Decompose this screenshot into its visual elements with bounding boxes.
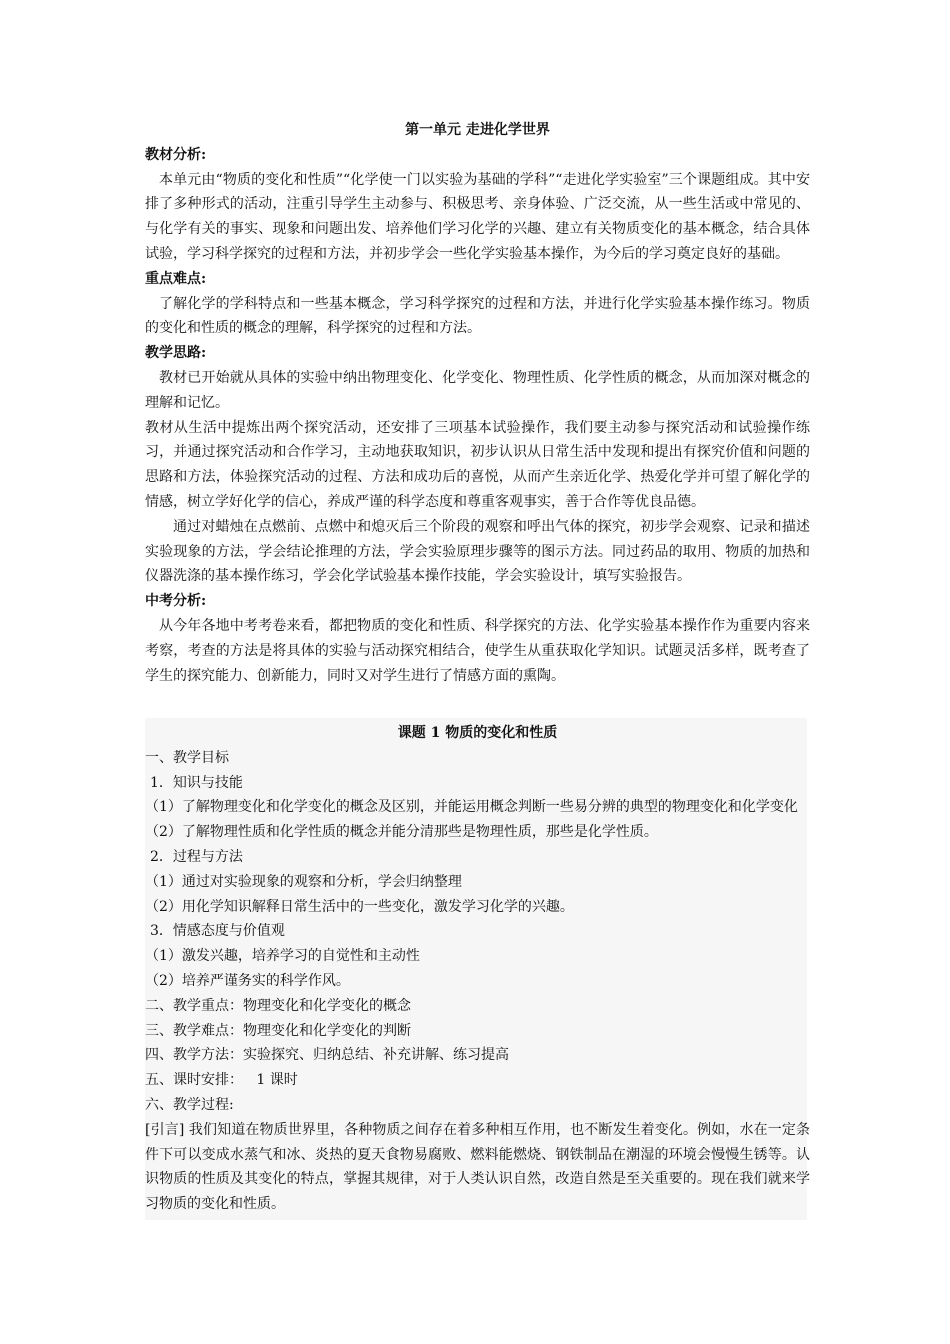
lesson-title: 课题 1 物质的变化和性质	[397, 725, 558, 741]
lesson-line: （1）激发兴趣，培养学习的自觉性和主动性	[145, 948, 420, 965]
section-heading-exam-analysis: 中考分析:	[145, 593, 207, 610]
section-heading-teaching-approach: 教学思路:	[145, 345, 207, 362]
lesson-line: 四、教学方法：实验探究、归纳总结、补充讲解、练习提高	[145, 1047, 509, 1064]
key-points-paragraph: 了解化学的学科特点和一些基本概念，学习科学探究的过程和方法，并进行化学实验基本操作练习。物质的变化和性质的概念的理解，科学探究的过程和方法。	[145, 295, 810, 337]
lesson-line: 3．情感态度与价值观	[150, 923, 285, 940]
unit-overview	[145, 118, 810, 688]
unit-title: 第一单元 走进化学世界	[405, 122, 550, 138]
section-heading-key-points: 重点难点:	[145, 270, 207, 287]
exam-analysis-paragraph: 从今年各地中考考卷来看，都把物质的变化和性质、科学探究的方法、化学实验基本操作作为重要内容来考察，考查的方法是将具体的实验与活动探究相结合，使学生从重获取化学知识。试题灵活多样，既考查了学生的探究能力、创新能力，同时又对学生进行了情感方面的熏陶。	[145, 617, 810, 684]
lesson-line: 五、课时安排： 1 课时	[145, 1072, 298, 1089]
lesson-line: 二、教学重点：物理变化和化学变化的概念	[145, 997, 411, 1014]
lesson-line: （2）用化学知识解释日常生活中的一些变化，激发学习化学的兴趣。	[145, 898, 574, 915]
section-heading-analysis: 教材分析:	[145, 146, 207, 163]
analysis-paragraph: 本单元由“物质的变化和性质”“化学使一门以实验为基础的学科”“走进化学实验室”三个课题组成。其中安排了多种形式的活动，注重引导学生主动参与、积极思考、亲身体验、广泛交流，从一些生活或中常见的、与化学有关的事实、现象和问题出发、培养他们学习化学的兴趣、建立有关物质变化的基本概念，结合具体试验，学习科学探究的过程和方法，并初步学会一些化学实验基本操作，为今后的学习奠定良好的基础。	[145, 171, 810, 262]
lesson-line: 三、教学难点：物理变化和化学变化的判断	[145, 1022, 411, 1039]
teaching-approach-paragraph-1: 教材已开始就从具体的实验中纳出物理变化、化学变化、物理性质、化学性质的概念，从而加深对概念的理解和记忆。	[145, 369, 810, 411]
lesson-line: 2．过程与方法	[150, 848, 243, 865]
lesson-intro-paragraph: [引言] 我们知道在物质世界里，各种物质之间存在着多种相互作用，也不断发生着变化。例如，水在一定条件下可以变成水蒸气和冰、炎热的夏天食物易腐败、燃料能燃烧、钢铁制品在潮湿的环境会慢慢生锈等。认识物质的性质及其变化的特点，掌握其规律，对于人类认识自然，改造自然是至关重要的。现在我们就来学习物质的变化和性质。	[145, 1121, 810, 1213]
lesson-line: （2）了解物理性质和化学性质的概念并能分清那些是物理性质，那些是化学性质。	[145, 824, 658, 841]
lesson-line: （1）通过对实验现象的观察和分析，学会归纳整理	[145, 873, 462, 890]
lesson-line: 1．知识与技能	[150, 774, 243, 791]
lesson-line: （1）了解物理变化和化学变化的概念及区别，并能运用概念判断一些易分辨的典型的物理变化和化学变化	[145, 799, 798, 816]
lesson-line: （2）培养严谨务实的科学作风。	[145, 972, 350, 989]
lesson-line: 六、教学过程:	[145, 1096, 234, 1113]
lesson-line: 一、教学目标	[145, 749, 229, 766]
teaching-approach-paragraph-2: 教材从生活中提炼出两个探究活动，还安排了三项基本试验操作，我们要主动参与探究活动和试验操作练习，并通过探究活动和合作学习，主动地获取知识，初步认识从日常生活中发现和提出有探究价值和问题的思路和方法，体验探究活动的过程、方法和成功后的喜悦，从而产生亲近化学、热爱化学并可望了解化学的情感，树立学好化学的信心，养成严谨的科学态度和尊重客观事实，善于合作等优良品德。	[145, 419, 810, 510]
lesson-section	[145, 721, 810, 1217]
teaching-approach-paragraph-3: 通过对蜡烛在点燃前、点燃中和熄灭后三个阶段的观察和呼出气体的探究，初步学会观察、记录和描述实验现象的方法，学会结论推理的方法，学会实验原理步骤等的图示方法。同过药品的取用、物质的加热和仪器洗涤的基本操作练习，学会化学试验基本操作技能，学会实验设计，填写实验报告。	[145, 518, 810, 585]
